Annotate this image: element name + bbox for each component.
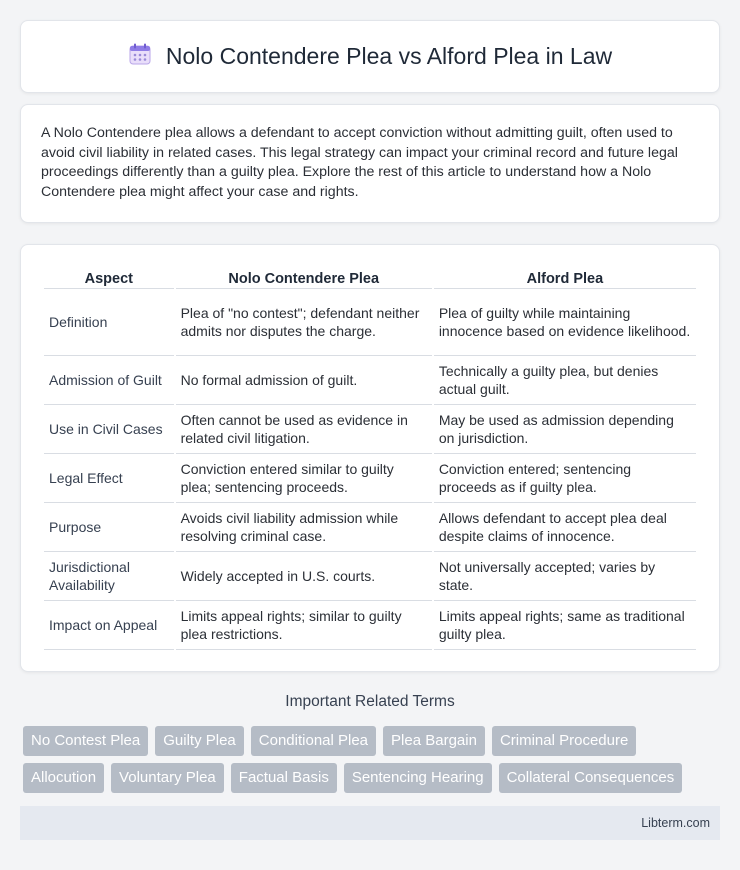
related-term-tag[interactable]: Voluntary Plea [111, 763, 224, 793]
row-alford-cell: Limits appeal rights; same as traditional guilty plea. [434, 601, 696, 650]
row-nolo-cell: Plea of "no contest"; defendant neither admits nor disputes the charge. [176, 289, 432, 356]
table-row [44, 356, 696, 405]
row-aspect: Jurisdictional Availability [44, 552, 174, 601]
table-row [44, 601, 696, 650]
related-term-tag[interactable]: Factual Basis [231, 763, 337, 793]
footer [20, 806, 720, 840]
intro-card [20, 104, 720, 223]
header-card [20, 20, 720, 93]
table-row [44, 552, 696, 601]
related-term-tag[interactable]: Collateral Consequences [499, 763, 683, 793]
related-term-tag[interactable]: Guilty Plea [155, 726, 244, 756]
table-row [44, 405, 696, 454]
related-terms-title: Important Related Terms [285, 693, 455, 710]
row-nolo-cell: Limits appeal rights; similar to guilty plea restrictions. [176, 601, 432, 650]
row-alford-cell: Allows defendant to accept plea deal despite claims of innocence. [434, 503, 696, 552]
related-term-tag[interactable]: Allocution [23, 763, 104, 793]
table-header-row [44, 263, 696, 289]
column-header-alford: Alford Plea [434, 263, 696, 289]
table-row [44, 503, 696, 552]
related-term-tag[interactable]: Conditional Plea [251, 726, 376, 756]
calendar-icon [128, 42, 152, 71]
row-aspect: Legal Effect [44, 454, 174, 503]
related-term-tag[interactable]: Plea Bargain [383, 726, 485, 756]
row-alford-cell: Technically a guilty plea, but denies actual guilt. [434, 356, 696, 405]
table-row [44, 454, 696, 503]
related-terms-list [23, 726, 723, 793]
row-aspect: Definition [44, 289, 174, 356]
related-term-tag[interactable]: Sentencing Hearing [344, 763, 492, 793]
row-nolo-cell: Avoids civil liability admission while resolving criminal case. [176, 503, 432, 552]
row-alford-cell: Plea of guilty while maintaining innocence based on evidence likelihood. [434, 289, 696, 356]
row-nolo-cell: Conviction entered similar to guilty plea; sentencing proceeds. [176, 454, 432, 503]
row-aspect: Purpose [44, 503, 174, 552]
page-title: Nolo Contendere Plea vs Alford Plea in Law [165, 43, 613, 69]
row-aspect: Impact on Appeal [44, 601, 174, 650]
row-aspect: Use in Civil Cases [44, 405, 174, 454]
table-row [44, 289, 696, 356]
column-header-aspect: Aspect [44, 263, 174, 289]
row-nolo-cell: Often cannot be used as evidence in related civil litigation. [176, 405, 432, 454]
intro-paragraph: A Nolo Contendere plea allows a defendant to accept conviction without admitting guilt, often used to avoid civil liability in related cases. This legal strategy can impact your criminal record and future legal proceedings differently than a guilty plea. Explore the rest of this article to understand how a Nolo Contendere plea might affect your case and rights. [41, 125, 678, 200]
row-nolo-cell: Widely accepted in U.S. courts. [176, 552, 432, 601]
comparison-card [20, 244, 720, 672]
row-alford-cell: Not universally accepted; varies by state. [434, 552, 696, 601]
footer-site-link[interactable]: Libterm.com [641, 816, 710, 830]
row-aspect: Admission of Guilt [44, 356, 174, 405]
column-header-nolo: Nolo Contendere Plea [176, 263, 432, 289]
related-term-tag[interactable]: Criminal Procedure [492, 726, 636, 756]
comparison-table [42, 263, 698, 650]
row-nolo-cell: No formal admission of guilt. [176, 356, 432, 405]
row-alford-cell: Conviction entered; sentencing proceeds as if guilty plea. [434, 454, 696, 503]
related-term-tag[interactable]: No Contest Plea [23, 726, 148, 756]
row-alford-cell: May be used as admission depending on jurisdiction. [434, 405, 696, 454]
